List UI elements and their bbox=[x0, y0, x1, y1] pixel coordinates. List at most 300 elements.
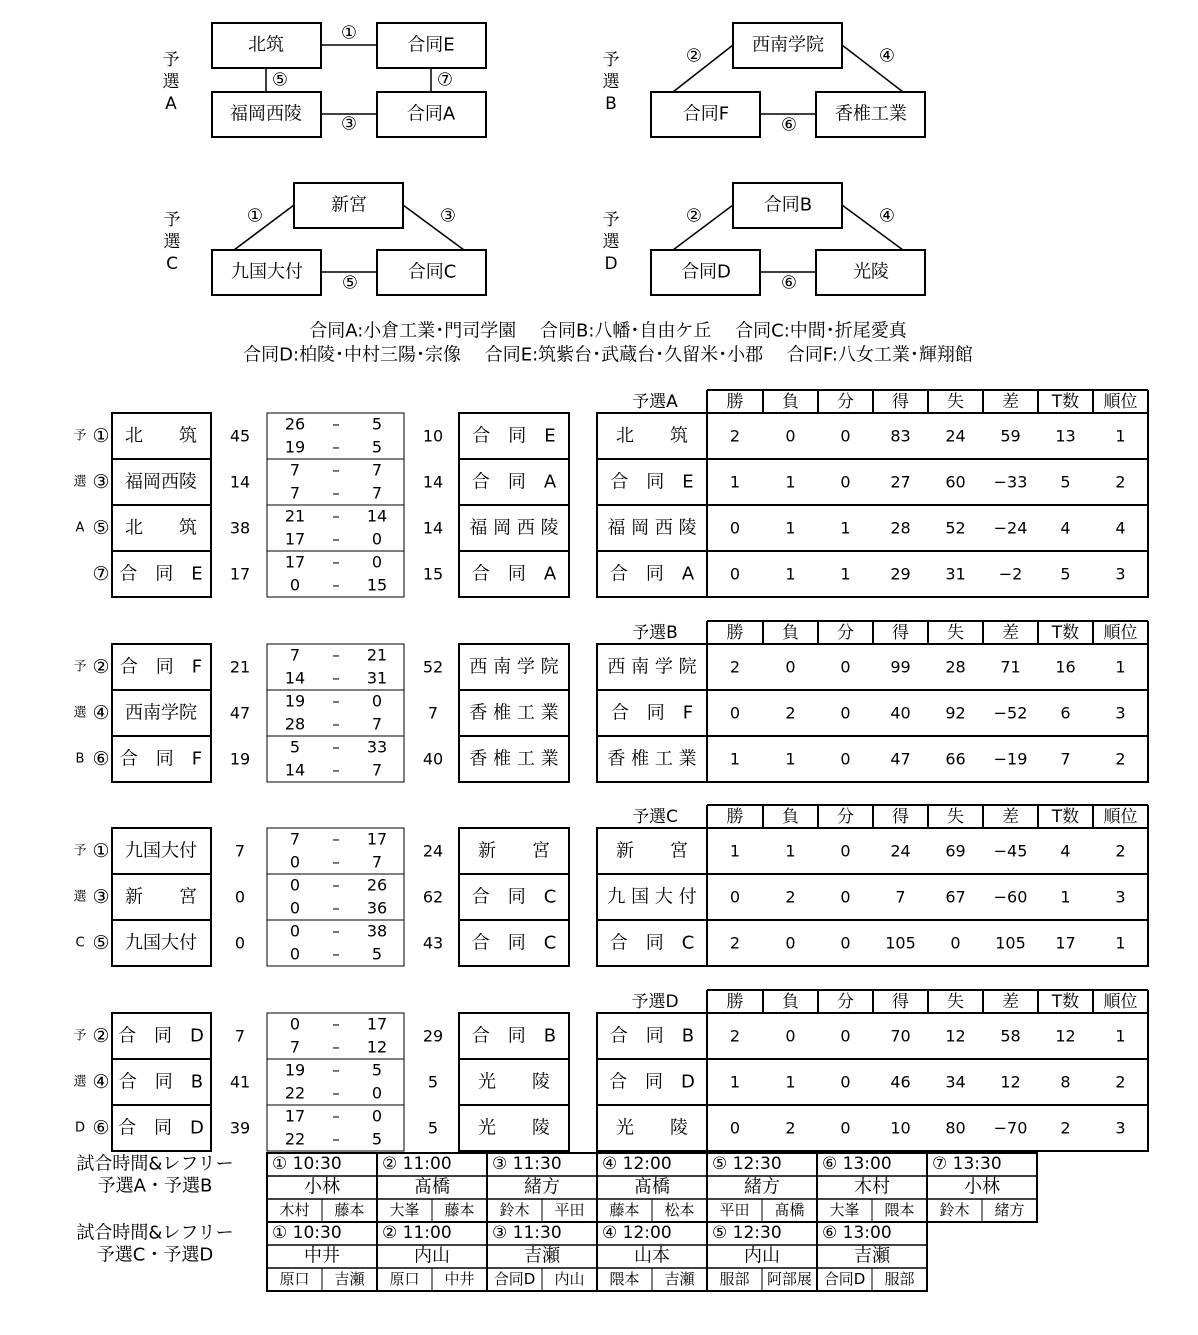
standings-value: 7 bbox=[895, 887, 906, 907]
quarter-score-away: 7 bbox=[371, 483, 383, 503]
quarter-score-home: 14 bbox=[284, 668, 306, 688]
team-notes bbox=[243, 321, 973, 366]
standings-team: 西 南 学 院 bbox=[607, 656, 697, 678]
team-name: 北筑 bbox=[248, 34, 284, 56]
score-dash: – bbox=[332, 738, 340, 756]
standings-value: −52 bbox=[993, 703, 1028, 723]
home-team: 合 同 B bbox=[118, 1071, 204, 1093]
group-title: 予選B bbox=[632, 623, 678, 643]
team-name: 合同A bbox=[406, 103, 456, 125]
home-team: 合 同 D bbox=[118, 1025, 204, 1047]
team-name: 西南学院 bbox=[752, 34, 824, 56]
quarter-score-away: 21 bbox=[366, 645, 388, 665]
away-team: 合 同 A bbox=[471, 563, 557, 585]
standings-team: 北 筑 bbox=[616, 425, 688, 447]
standings-header: 分 bbox=[837, 807, 854, 827]
away-team: 西 南 学 院 bbox=[469, 656, 559, 678]
match-number: ② bbox=[92, 656, 110, 678]
away-team: 合 同 A bbox=[471, 471, 557, 493]
standings-header: 失 bbox=[947, 992, 964, 1012]
slot-sub-referee: 藤本 bbox=[609, 1201, 640, 1219]
slot-time: ⑥ 13:00 bbox=[822, 1223, 892, 1243]
standings-team: 合 同 D bbox=[609, 1071, 695, 1093]
standings-value: 5 bbox=[1060, 472, 1071, 492]
standings-value: 2 bbox=[729, 657, 741, 677]
team-name: 合同E bbox=[407, 34, 455, 56]
standings-value: 12 bbox=[1000, 1072, 1021, 1092]
standings-value: 13 bbox=[1055, 426, 1076, 446]
standings-value: 1 bbox=[785, 841, 796, 861]
quarter-score-away: 5 bbox=[371, 1060, 383, 1080]
slot-sub-referee: 阿部展 bbox=[766, 1270, 813, 1288]
match-number: ⑥ bbox=[92, 748, 110, 770]
away-team: 福 岡 西 陵 bbox=[469, 517, 559, 539]
standings-value: 99 bbox=[890, 657, 911, 677]
standings-team: 九 国 大 付 bbox=[607, 886, 697, 908]
standings-value: 83 bbox=[890, 426, 911, 446]
quarter-score-away: 14 bbox=[366, 506, 388, 526]
match-number: ① bbox=[92, 425, 110, 447]
bracket-a bbox=[163, 23, 487, 138]
slot-time: ⑦ 13:30 bbox=[932, 1154, 1002, 1174]
standings-value: 0 bbox=[840, 841, 851, 861]
quarter-score-home: 26 bbox=[284, 414, 306, 434]
team-name: 香椎工業 bbox=[835, 103, 907, 125]
side-label-char: 選 bbox=[73, 889, 87, 905]
standings-value: 80 bbox=[945, 1118, 966, 1138]
standings-header: 得 bbox=[892, 992, 909, 1012]
slot-sub-referee: 大峯 bbox=[389, 1201, 420, 1219]
score-dash: – bbox=[332, 415, 340, 433]
standings-header: 負 bbox=[782, 392, 799, 412]
quarter-score-home: 21 bbox=[284, 506, 306, 526]
slot-main-referee: 小林 bbox=[964, 1176, 1000, 1198]
quarter-score-away: 7 bbox=[371, 760, 383, 780]
group-title: 予選C bbox=[632, 807, 678, 827]
side-label-char: 予 bbox=[73, 843, 87, 859]
schedule-label: 予選C・予選D bbox=[96, 1244, 214, 1266]
standings-value: 24 bbox=[890, 841, 911, 861]
standings-header: 失 bbox=[947, 392, 964, 412]
match-number: ④ bbox=[878, 45, 896, 67]
slot-main-referee: 内山 bbox=[744, 1245, 780, 1267]
standings-value: 3 bbox=[1115, 887, 1126, 907]
standings-header: T数 bbox=[1051, 623, 1080, 643]
home-team: 合 同 F bbox=[119, 748, 203, 770]
standings-team: 福 岡 西 陵 bbox=[607, 517, 697, 539]
quarter-score-away: 15 bbox=[366, 575, 388, 595]
side-label-char: B bbox=[75, 751, 85, 767]
score-dash: – bbox=[332, 715, 340, 733]
match-number: ③ bbox=[92, 471, 110, 493]
standings-value: 31 bbox=[945, 564, 966, 584]
quarter-score-away: 26 bbox=[366, 875, 388, 895]
schedule-label: 試合時間&レフリー bbox=[76, 1153, 234, 1175]
team-name: 福岡西陵 bbox=[230, 103, 302, 125]
standings-value: 0 bbox=[785, 657, 796, 677]
home-team: 合 同 E bbox=[119, 563, 203, 585]
standings-value: 1 bbox=[1060, 887, 1071, 907]
side-label-char: 選 bbox=[73, 705, 87, 721]
match-number: ② bbox=[92, 1025, 110, 1047]
standings-value: −60 bbox=[993, 887, 1028, 907]
standings-header: 勝 bbox=[726, 623, 744, 643]
away-total: 7 bbox=[427, 703, 439, 723]
home-team: 合 同 D bbox=[118, 1117, 204, 1139]
group-title: 予選D bbox=[631, 992, 679, 1012]
standings-header: 得 bbox=[892, 392, 909, 412]
standings-value: 0 bbox=[840, 933, 851, 953]
slot-time: ⑤ 12:30 bbox=[712, 1154, 782, 1174]
standings-header: 差 bbox=[1002, 992, 1019, 1012]
slot-sub-referee: 吉瀬 bbox=[334, 1270, 365, 1288]
vertical-label-char: A bbox=[165, 94, 177, 114]
away-team: 新 宮 bbox=[478, 840, 550, 862]
standings-value: 1 bbox=[729, 1072, 741, 1092]
quarter-score-away: 5 bbox=[371, 437, 383, 457]
score-dash: – bbox=[332, 438, 340, 456]
quarter-score-home: 7 bbox=[289, 460, 301, 480]
standings-value: 24 bbox=[945, 426, 966, 446]
standings-header: 失 bbox=[947, 623, 964, 643]
standings-value: 2 bbox=[729, 933, 741, 953]
slot-main-referee: 木村 bbox=[854, 1176, 890, 1198]
standings-header: 順位 bbox=[1103, 392, 1138, 412]
side-label-char: 選 bbox=[73, 474, 87, 490]
score-dash: – bbox=[332, 576, 340, 594]
quarter-score-away: 31 bbox=[366, 668, 388, 688]
quarter-score-home: 0 bbox=[289, 944, 301, 964]
standings-header: T数 bbox=[1051, 392, 1080, 412]
slot-sub-referee: 鈴木 bbox=[499, 1201, 530, 1219]
score-dash: – bbox=[332, 1084, 340, 1102]
schedule-1 bbox=[76, 1153, 1037, 1222]
score-dash: – bbox=[332, 507, 340, 525]
quarter-score-home: 7 bbox=[289, 829, 301, 849]
slot-sub-referee: 服部 bbox=[719, 1270, 750, 1288]
standings-header: 順位 bbox=[1103, 623, 1138, 643]
standings-value: 0 bbox=[785, 933, 796, 953]
home-total: 14 bbox=[229, 472, 251, 492]
slot-sub-referee: 隈本 bbox=[884, 1201, 915, 1219]
standings-value: 0 bbox=[729, 703, 741, 723]
standings-value: 3 bbox=[1115, 1118, 1126, 1138]
standings-value: 0 bbox=[785, 1026, 796, 1046]
quarter-score-away: 17 bbox=[366, 1014, 388, 1034]
quarter-score-away: 5 bbox=[371, 414, 383, 434]
standings-value: −19 bbox=[993, 749, 1028, 769]
standings-value: 2 bbox=[785, 1118, 796, 1138]
standings-header: 勝 bbox=[726, 392, 744, 412]
note-line: 合同D:柏陵･中村三陽･宗像 合同E:筑紫台･武蔵台･久留米･小郡 合同F:八女工業･輝翔館 bbox=[243, 344, 973, 366]
standings-value: 66 bbox=[945, 749, 966, 769]
standings-value: 2 bbox=[785, 887, 796, 907]
home-team: 合 同 F bbox=[119, 656, 203, 678]
standings-value: 28 bbox=[945, 657, 966, 677]
standings-value: 0 bbox=[729, 518, 741, 538]
standings-value: 3 bbox=[1115, 564, 1126, 584]
slot-time: ⑤ 12:30 bbox=[712, 1223, 782, 1243]
quarter-score-home: 22 bbox=[284, 1129, 306, 1149]
standings-value: 40 bbox=[890, 703, 911, 723]
standings-value: 1 bbox=[785, 472, 796, 492]
group-c bbox=[73, 805, 1148, 966]
standings-team: 新 宮 bbox=[616, 840, 688, 862]
quarter-score-away: 12 bbox=[366, 1037, 388, 1057]
vertical-label-char: D bbox=[604, 254, 618, 274]
standings-value: 0 bbox=[840, 1118, 851, 1138]
score-dash: – bbox=[332, 1015, 340, 1033]
away-team: 光 陵 bbox=[478, 1071, 550, 1093]
standings-value: 2 bbox=[1115, 1072, 1126, 1092]
team-name: 九国大付 bbox=[231, 261, 303, 283]
home-total: 47 bbox=[229, 703, 251, 723]
quarter-score-away: 0 bbox=[371, 552, 383, 572]
quarter-score-home: 19 bbox=[284, 437, 306, 457]
vertical-label-char: 選 bbox=[162, 72, 180, 92]
standings-value: 1 bbox=[840, 518, 851, 538]
standings-value: 0 bbox=[840, 887, 851, 907]
standings-value: 16 bbox=[1055, 657, 1076, 677]
team-name: 光陵 bbox=[853, 261, 889, 283]
standings-header: 分 bbox=[837, 623, 854, 643]
standings-header: 順位 bbox=[1103, 992, 1138, 1012]
vertical-label-char: C bbox=[166, 254, 178, 274]
standings-team: 合 同 F bbox=[610, 702, 694, 724]
standings-header: 失 bbox=[947, 807, 964, 827]
score-dash: – bbox=[332, 461, 340, 479]
standings-value: 0 bbox=[840, 426, 851, 446]
standings-team: 光 陵 bbox=[616, 1117, 688, 1139]
quarter-score-home: 19 bbox=[284, 1060, 306, 1080]
standings-value: 2 bbox=[1115, 472, 1126, 492]
standings-value: 46 bbox=[890, 1072, 911, 1092]
slot-time: ② 11:00 bbox=[382, 1154, 452, 1174]
quarter-score-home: 17 bbox=[284, 552, 306, 572]
slot-main-referee: 緒方 bbox=[744, 1176, 780, 1198]
home-total: 45 bbox=[229, 426, 251, 446]
team-name: 合同C bbox=[407, 261, 457, 283]
standings-header: 負 bbox=[782, 623, 799, 643]
home-team: 北 筑 bbox=[125, 517, 197, 539]
quarter-score-home: 19 bbox=[284, 691, 306, 711]
match-number: ⑤ bbox=[341, 272, 359, 294]
standings-team: 合 同 E bbox=[610, 471, 694, 493]
standings-value: −33 bbox=[993, 472, 1028, 492]
quarter-score-away: 0 bbox=[371, 691, 383, 711]
standings-value: 52 bbox=[945, 518, 966, 538]
standings-value: 7 bbox=[1060, 749, 1071, 769]
score-dash: – bbox=[332, 1107, 340, 1125]
standings-value: 2 bbox=[785, 703, 796, 723]
slot-time: ③ 11:30 bbox=[492, 1223, 562, 1243]
standings-value: 105 bbox=[885, 933, 916, 953]
standings-value: 0 bbox=[785, 426, 796, 446]
match-number: ⑥ bbox=[780, 114, 798, 136]
score-dash: – bbox=[332, 1038, 340, 1056]
quarter-score-away: 7 bbox=[371, 460, 383, 480]
quarter-score-home: 0 bbox=[289, 852, 301, 872]
standings-value: 2 bbox=[729, 1026, 741, 1046]
slot-sub-referee: 髙橋 bbox=[774, 1201, 805, 1219]
bracket-line bbox=[673, 205, 733, 250]
score-dash: – bbox=[332, 553, 340, 571]
standings-value: 1 bbox=[729, 841, 741, 861]
side-label-char: C bbox=[75, 935, 85, 951]
standings-value: −45 bbox=[993, 841, 1028, 861]
away-total: 43 bbox=[422, 933, 444, 953]
score-dash: – bbox=[332, 530, 340, 548]
bracket-d bbox=[603, 183, 926, 295]
away-total: 14 bbox=[422, 518, 444, 538]
quarter-score-home: 17 bbox=[284, 1106, 306, 1126]
home-total: 7 bbox=[234, 841, 246, 861]
away-team: 合 同 B bbox=[471, 1025, 557, 1047]
match-number: ③ bbox=[439, 205, 457, 227]
standings-value: 29 bbox=[890, 564, 911, 584]
score-dash: – bbox=[332, 853, 340, 871]
schedule-2 bbox=[76, 1222, 927, 1291]
standings-value: 70 bbox=[890, 1026, 911, 1046]
standings-header: 勝 bbox=[726, 992, 744, 1012]
standings-value: 60 bbox=[945, 472, 966, 492]
away-team: 合 同 C bbox=[471, 932, 557, 954]
home-total: 0 bbox=[234, 933, 246, 953]
standings-value: −70 bbox=[993, 1118, 1028, 1138]
vertical-label-char: 選 bbox=[602, 232, 620, 252]
away-total: 15 bbox=[422, 564, 444, 584]
standings-header: 順位 bbox=[1103, 807, 1138, 827]
quarter-score-home: 5 bbox=[289, 737, 301, 757]
quarter-score-away: 0 bbox=[371, 529, 383, 549]
slot-time: ② 11:00 bbox=[382, 1223, 452, 1243]
standings-value: 0 bbox=[950, 933, 961, 953]
standings-value: 1 bbox=[785, 749, 796, 769]
away-total: 62 bbox=[422, 887, 444, 907]
standings-value: 2 bbox=[729, 426, 741, 446]
standings-value: 6 bbox=[1060, 703, 1071, 723]
score-dash: – bbox=[332, 484, 340, 502]
away-team: 香 椎 工 業 bbox=[469, 748, 559, 770]
slot-time: ③ 11:30 bbox=[492, 1154, 562, 1174]
quarter-score-home: 0 bbox=[289, 575, 301, 595]
match-number: ② bbox=[685, 205, 703, 227]
standings-value: 3 bbox=[1115, 703, 1126, 723]
standings-value: 0 bbox=[840, 657, 851, 677]
slot-sub-referee: 原口 bbox=[389, 1270, 420, 1288]
away-total: 10 bbox=[422, 426, 444, 446]
standings-header: 負 bbox=[782, 992, 799, 1012]
team-name: 合同F bbox=[682, 103, 730, 125]
side-label-char: 予 bbox=[73, 659, 87, 675]
match-number: ⑦ bbox=[436, 69, 454, 91]
quarter-score-away: 33 bbox=[366, 737, 388, 757]
slot-main-referee: 髙橋 bbox=[414, 1176, 450, 1198]
standings-value: 58 bbox=[1000, 1026, 1021, 1046]
standings-value: 47 bbox=[890, 749, 911, 769]
home-total: 17 bbox=[229, 564, 251, 584]
quarter-score-home: 14 bbox=[284, 760, 306, 780]
away-total: 24 bbox=[422, 841, 444, 861]
quarter-score-away: 0 bbox=[371, 1083, 383, 1103]
score-dash: – bbox=[332, 830, 340, 848]
standings-value: 28 bbox=[890, 518, 911, 538]
slot-time: ⑥ 13:00 bbox=[822, 1154, 892, 1174]
standings-header: 負 bbox=[782, 807, 799, 827]
standings-value: 4 bbox=[1060, 841, 1071, 861]
home-total: 0 bbox=[234, 887, 246, 907]
standings-value: 12 bbox=[1055, 1026, 1076, 1046]
home-team: 西南学院 bbox=[125, 702, 197, 724]
match-number: ⑦ bbox=[92, 563, 110, 585]
slot-main-referee: 緒方 bbox=[524, 1176, 560, 1198]
away-total: 40 bbox=[422, 749, 444, 769]
slot-sub-referee: 内山 bbox=[554, 1270, 585, 1288]
quarter-score-away: 36 bbox=[366, 898, 388, 918]
slot-sub-referee: 鈴木 bbox=[939, 1201, 970, 1219]
score-dash: – bbox=[332, 669, 340, 687]
standings-value: 0 bbox=[729, 1118, 741, 1138]
standings-value: 71 bbox=[1000, 657, 1021, 677]
away-total: 52 bbox=[422, 657, 444, 677]
standings-value: 2 bbox=[1115, 749, 1126, 769]
score-dash: – bbox=[332, 899, 340, 917]
score-dash: – bbox=[332, 922, 340, 940]
standings-value: 1 bbox=[785, 518, 796, 538]
bracket-line bbox=[673, 45, 733, 92]
side-label-char: D bbox=[74, 1120, 86, 1136]
standings-header: 差 bbox=[1002, 392, 1019, 412]
team-name: 新宮 bbox=[331, 194, 367, 216]
slot-sub-referee: 平田 bbox=[719, 1201, 750, 1219]
standings-value: 10 bbox=[890, 1118, 911, 1138]
standings-team: 香 椎 工 業 bbox=[607, 748, 697, 770]
standings-team: 合 同 C bbox=[609, 932, 695, 954]
standings-value: 5 bbox=[1060, 564, 1071, 584]
away-team: 合 同 E bbox=[472, 425, 556, 447]
vertical-label-char: 予 bbox=[602, 50, 620, 70]
match-number: ⑤ bbox=[92, 932, 110, 954]
bracket-line bbox=[234, 205, 294, 250]
home-total: 41 bbox=[229, 1072, 251, 1092]
slot-sub-referee: 吉瀬 bbox=[664, 1270, 695, 1288]
score-dash: – bbox=[332, 945, 340, 963]
home-total: 21 bbox=[229, 657, 251, 677]
slot-main-referee: 内山 bbox=[414, 1245, 450, 1267]
away-team: 光 陵 bbox=[478, 1117, 550, 1139]
standings-header: 差 bbox=[1002, 807, 1019, 827]
slot-main-referee: 吉瀬 bbox=[524, 1245, 560, 1267]
slot-sub-referee: 藤本 bbox=[444, 1201, 475, 1219]
match-number: ③ bbox=[92, 886, 110, 908]
slot-time: ① 10:30 bbox=[272, 1223, 342, 1243]
score-dash: – bbox=[332, 646, 340, 664]
standings-value: 8 bbox=[1060, 1072, 1071, 1092]
standings-value: 12 bbox=[945, 1026, 966, 1046]
match-number: ③ bbox=[340, 113, 358, 135]
standings-value: 1 bbox=[1115, 1026, 1126, 1046]
standings-value: 0 bbox=[840, 749, 851, 769]
match-number: ① bbox=[246, 205, 264, 227]
standings-value: 17 bbox=[1055, 933, 1076, 953]
match-number: ⑥ bbox=[92, 1117, 110, 1139]
standings-header: 得 bbox=[892, 623, 909, 643]
slot-main-referee: 山本 bbox=[634, 1245, 670, 1267]
quarter-score-away: 17 bbox=[366, 829, 388, 849]
home-total: 39 bbox=[229, 1118, 251, 1138]
away-total: 29 bbox=[422, 1026, 444, 1046]
score-dash: – bbox=[332, 1061, 340, 1079]
